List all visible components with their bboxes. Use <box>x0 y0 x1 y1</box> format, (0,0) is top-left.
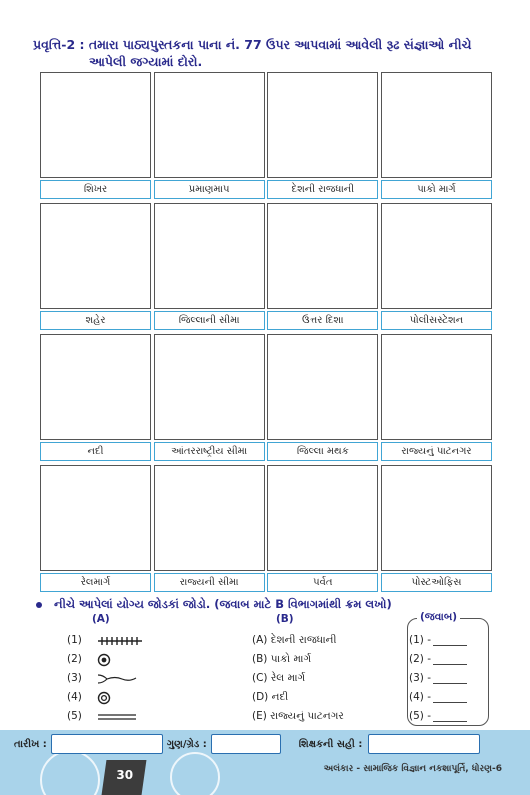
list-item <box>67 707 217 726</box>
cell-label: પાકો માર્ગ <box>381 180 492 199</box>
drawing-box[interactable] <box>381 203 492 309</box>
teacher-signature-field[interactable] <box>368 734 480 754</box>
drawing-box[interactable] <box>381 72 492 178</box>
drawing-cell <box>381 72 492 203</box>
item-number: (4) <box>67 691 82 703</box>
drawing-grid <box>40 72 492 596</box>
date-field[interactable] <box>51 734 163 754</box>
list-item: (A) દેશની રાજધાની <box>252 634 337 646</box>
cell-label: દેશની રાજધાની <box>267 180 378 199</box>
column-b-label: (B) <box>276 613 294 625</box>
answer-number: (4) - <box>409 691 431 703</box>
drawing-box[interactable] <box>154 203 265 309</box>
date-label: તારીખ : <box>14 738 47 750</box>
cell-label: આંતરરાષ્ટ્રીય સીમા <box>154 442 265 461</box>
publication-title: અલંકાર - સામાજિક વિજ્ઞાન નકશાપૂર્તિ, ધોરણ-6 <box>323 764 502 774</box>
drawing-cell <box>154 203 265 334</box>
answer-row <box>409 688 487 707</box>
drawing-box[interactable] <box>267 334 378 440</box>
answer-row <box>409 631 487 650</box>
cell-label: રાજ્યની સીમા <box>154 573 265 592</box>
drawing-cell <box>40 72 151 203</box>
drawing-box[interactable] <box>267 465 378 571</box>
list-item: (E) રાજ્યનું પાટનગર <box>252 710 344 722</box>
drawing-cell <box>40 334 151 465</box>
page-number-badge <box>102 760 147 795</box>
cell-label: શહેર <box>40 311 151 330</box>
bullet-icon <box>36 602 42 608</box>
list-item <box>67 669 217 688</box>
cell-label: જિલ્લાની સીમા <box>154 311 265 330</box>
teacher-signature-label: શિક્ષકની સહી : <box>298 738 363 750</box>
dot-in-circle-icon <box>97 653 111 667</box>
grade-label: ગુણ/ગ્રેડ : <box>166 738 207 750</box>
drawing-cell <box>154 72 265 203</box>
cell-label: પર્વત <box>267 573 378 592</box>
drawing-cell <box>40 203 151 334</box>
matching-heading-text: નીચે આપેલાં યોગ્ય જોડકાં જોડો. (જવાબ માટે B વિભાગમાંથી ક્રમ લખો) <box>54 597 392 611</box>
drawing-box[interactable] <box>267 72 378 178</box>
answer-list <box>409 631 487 726</box>
drawing-cell <box>154 465 265 596</box>
grid-row <box>40 72 492 203</box>
answer-blank[interactable] <box>433 636 467 646</box>
cell-label: શિખર <box>40 180 151 199</box>
item-number: (5) <box>67 710 82 722</box>
drawing-box[interactable] <box>40 334 151 440</box>
railway-line-icon <box>97 636 143 646</box>
column-b-list <box>252 631 402 726</box>
decorative-arc <box>170 752 220 795</box>
decorative-arc <box>40 750 100 795</box>
grid-row <box>40 465 492 596</box>
list-item <box>67 631 217 650</box>
drawing-cell <box>267 72 378 203</box>
column-a-list <box>67 631 217 726</box>
drawing-cell <box>267 465 378 596</box>
drawing-cell <box>381 334 492 465</box>
cell-label: પોલીસસ્ટેશન <box>381 311 492 330</box>
drawing-cell <box>381 465 492 596</box>
drawing-box[interactable] <box>40 72 151 178</box>
cell-label: પ્રમાણમાપ <box>154 180 265 199</box>
drawing-box[interactable] <box>154 72 265 178</box>
drawing-cell <box>381 203 492 334</box>
list-item: (B) પાકો માર્ગ <box>252 653 312 665</box>
answer-number: (3) - <box>409 672 431 684</box>
signature-bar <box>14 733 494 755</box>
column-a-label: (A) <box>92 613 110 625</box>
river-icon <box>97 673 137 685</box>
drawing-box[interactable] <box>381 334 492 440</box>
grade-field[interactable] <box>211 734 281 754</box>
cell-label: જિલ્લા મથક <box>267 442 378 461</box>
list-item <box>67 650 217 669</box>
item-number: (1) <box>67 634 82 646</box>
cell-label: નદી <box>40 442 151 461</box>
double-circle-icon <box>97 691 111 705</box>
answer-number: (5) - <box>409 710 431 722</box>
drawing-cell <box>267 334 378 465</box>
drawing-cell <box>267 203 378 334</box>
activity-title-line2: આપેલી જગ્યામાં દોરો. <box>89 54 203 69</box>
list-item <box>67 688 217 707</box>
grid-row <box>40 203 492 334</box>
answer-blank[interactable] <box>433 655 467 665</box>
answer-blank[interactable] <box>433 693 467 703</box>
answer-blank[interactable] <box>433 674 467 684</box>
answer-row <box>409 707 487 726</box>
answer-number: (2) - <box>409 653 431 665</box>
cell-label: પોસ્ટઓફિસ <box>381 573 492 592</box>
page-footer <box>0 730 530 795</box>
drawing-box[interactable] <box>40 203 151 309</box>
drawing-box[interactable] <box>267 203 378 309</box>
item-number: (2) <box>67 653 82 665</box>
answer-blank[interactable] <box>433 712 467 722</box>
cell-label: રાજ્યનું પાટનગર <box>381 442 492 461</box>
drawing-box[interactable] <box>381 465 492 571</box>
double-line-icon <box>97 713 137 721</box>
grid-row <box>40 334 492 465</box>
answer-number: (1) - <box>409 634 431 646</box>
cell-label: ઉત્તર દિશા <box>267 311 378 330</box>
drawing-box[interactable] <box>154 334 265 440</box>
drawing-box[interactable] <box>40 465 151 571</box>
drawing-cell <box>40 465 151 596</box>
item-number: (3) <box>67 672 82 684</box>
activity-title <box>33 36 503 70</box>
matching-heading <box>36 596 516 612</box>
activity-title-line1: પ્રવૃત્તિ-2 : તમારા પાઠ્યપુસ્તકના પાના નં. 77 ઉપર આપવામાં આવેલી રૂઢ સંજ્ઞાઓ નીચે <box>33 37 472 52</box>
answer-row <box>409 669 487 688</box>
drawing-cell <box>154 334 265 465</box>
cell-label: રેલમાર્ગ <box>40 573 151 592</box>
list-item: (D) નદી <box>252 691 289 703</box>
page-number: 30 <box>115 768 133 782</box>
list-item: (C) રેલ માર્ગ <box>252 672 306 684</box>
answer-row <box>409 650 487 669</box>
drawing-box[interactable] <box>154 465 265 571</box>
answer-label: (જવાબ) <box>417 611 460 624</box>
